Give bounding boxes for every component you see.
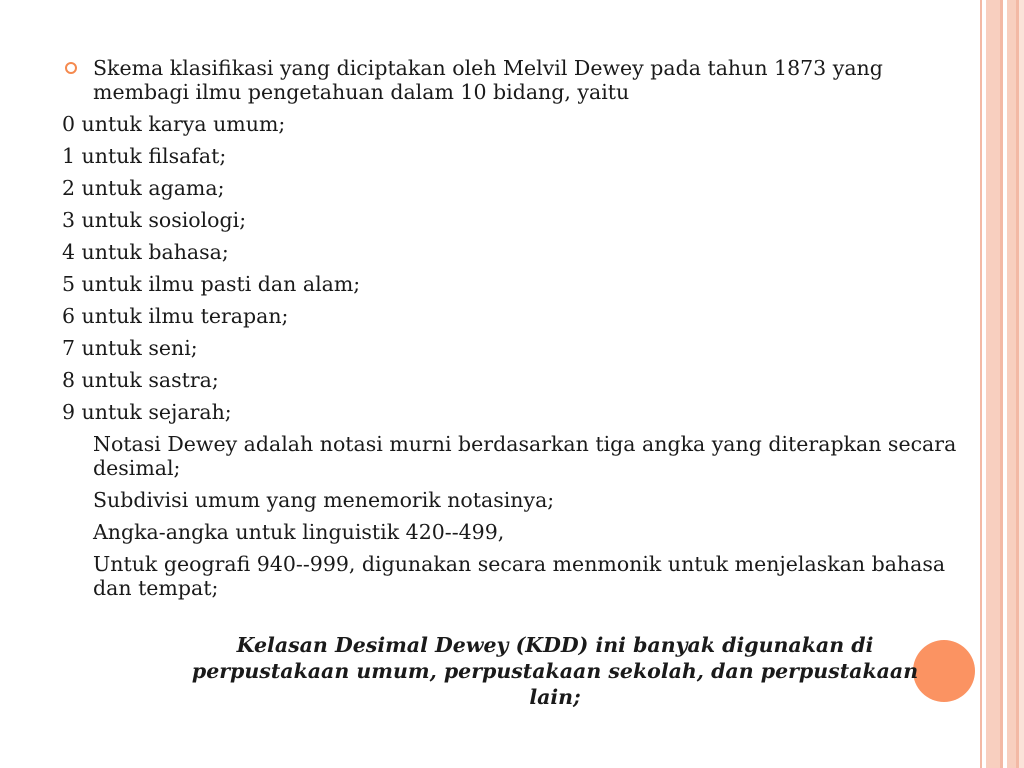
stripe: [986, 0, 1000, 768]
class-item-1: 1 untuk filsafat;: [62, 144, 227, 168]
ring-bullet-icon: [65, 62, 77, 74]
class-item-3: 3 untuk sosiologi;: [62, 208, 247, 232]
class-item-2: 2 untuk agama;: [62, 176, 225, 200]
class-item-9: 9 untuk sejarah;: [62, 400, 232, 424]
class-item-4: 4 untuk bahasa;: [62, 240, 229, 264]
note-item: Untuk geografi 940--999, digunakan secara menmonik untuk menjelaskan bahasa dan tempat;: [93, 552, 946, 600]
note-item: Notasi Dewey adalah notasi murni berdasarkan tiga angka yang diterapkan secara desimal;: [93, 432, 957, 480]
stripe: [1000, 0, 1003, 768]
stripe: [980, 0, 982, 768]
class-item-6: 6 untuk ilmu terapan;: [62, 304, 289, 328]
slide-content: [62, 56, 962, 608]
decorative-stripes: [980, 0, 1024, 768]
stripe: [1019, 0, 1024, 768]
closing-statement: Kelasan Desimal Dewey (KDD) ini banyak digunakan di perpustakaan umum, perpustakaan sekolah, dan perpustakaan lain;: [191, 633, 919, 709]
bullet-item: [62, 56, 962, 104]
stripe: [1007, 0, 1016, 768]
class-item-8: 8 untuk sastra;: [62, 368, 219, 392]
bullet-text: Skema klasifikasi yang diciptakan oleh Melvil Dewey pada tahun 1873 yang membagi ilmu pengetahuan dalam 10 bidang, yaitu: [93, 56, 883, 104]
note-item: Angka-angka untuk linguistik 420--499,: [93, 520, 505, 544]
note-item: Subdivisi umum yang menemorik notasinya;: [93, 488, 555, 512]
class-item-0: 0 untuk karya umum;: [62, 112, 286, 136]
class-item-5: 5 untuk ilmu pasti dan alam;: [62, 272, 361, 296]
class-item-7: 7 untuk seni;: [62, 336, 198, 360]
